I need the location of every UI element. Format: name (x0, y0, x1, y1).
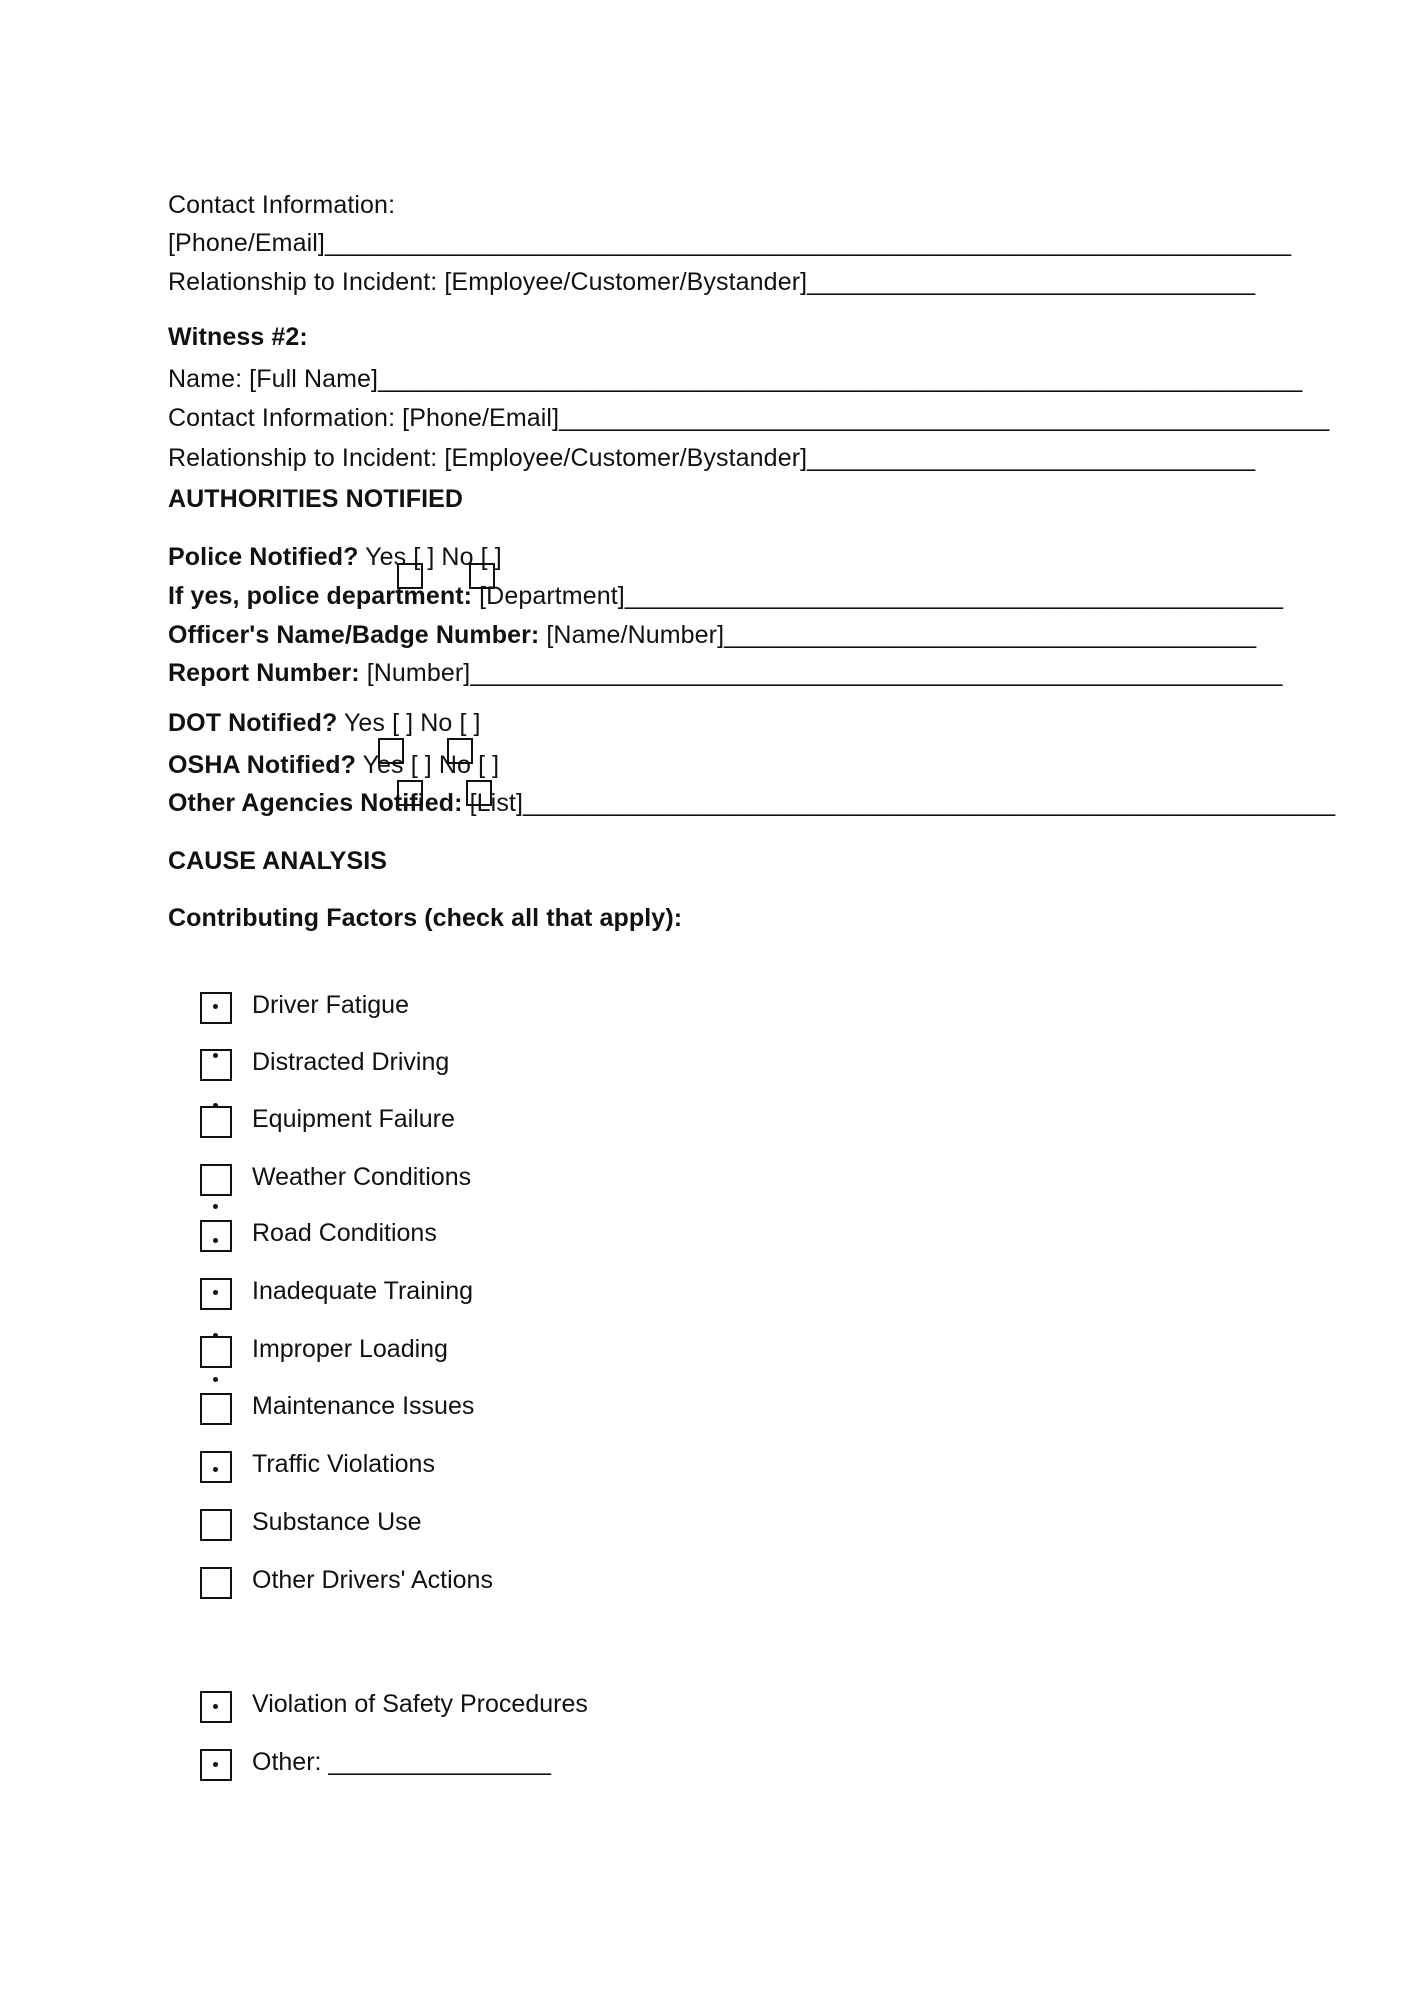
police-notified-options: Yes [ ] No [ ] (358, 543, 502, 571)
witness2-name-field[interactable]: [Full Name]__________________________________________________________________ (242, 365, 1303, 393)
factor-label-road-conditions: Road Conditions (252, 1219, 437, 1247)
witness1-contact-label: Contact Information: (168, 191, 396, 219)
witness2-name-row (168, 364, 1302, 394)
factor-label-weather-conditions: Weather Conditions (252, 1163, 472, 1191)
report-number-row (168, 658, 1283, 688)
authorities-heading: AUTHORITIES NOTIFIED (168, 485, 464, 513)
osha-notified-options: Yes [ ] No [ ] (355, 751, 500, 779)
witness2-contact-row (168, 403, 1329, 433)
witness2-contact-label: Contact Information: (168, 404, 396, 432)
factor-checkbox-improper-loading[interactable] (200, 1336, 232, 1368)
witness2-relationship-row (168, 443, 1255, 473)
factor-checkbox-maintenance-issues[interactable] (200, 1393, 232, 1425)
factor-label-improper-loading: Improper Loading (252, 1335, 448, 1363)
police-department-field[interactable]: [Department]_______________________________________________ (472, 582, 1284, 610)
factor-checkbox-equipment-failure[interactable] (200, 1106, 232, 1138)
police-department-row (168, 581, 1283, 611)
factor-label-substance-use: Substance Use (252, 1508, 422, 1536)
dot-notified-label: DOT Notified? (168, 709, 338, 737)
factor-label-other-drivers-actions: Other Drivers' Actions (252, 1566, 493, 1594)
police-notified-row (168, 542, 502, 572)
witness1-relationship-row (168, 267, 1255, 297)
contributing-factors-heading: Contributing Factors (check all that apply): (168, 904, 683, 932)
witness2-heading: Witness #2: (168, 323, 308, 351)
factor-checkbox-substance-use[interactable] (200, 1509, 232, 1541)
other-agencies-row (168, 788, 1335, 818)
officer-row (168, 620, 1256, 650)
witness1-relationship-field[interactable]: [Employee/Customer/Bystander]________________________________ (437, 268, 1256, 296)
factor-checkbox-other-drivers-actions[interactable] (200, 1567, 232, 1599)
dot-notified-options: Yes [ ] No [ ] (337, 709, 481, 737)
police-department-label: If yes, police department: (168, 582, 473, 610)
report-number-label: Report Number: (168, 659, 360, 687)
police-notified-label: Police Notified? (168, 543, 359, 571)
bullet-dot-icon (213, 1004, 218, 1009)
witness2-relationship-field[interactable]: [Employee/Customer/Bystander]________________________________ (437, 444, 1256, 472)
witness1-contact-field[interactable]: [Phone/Email]_____________________________________________________________________ (168, 229, 1292, 257)
bullet-dot-icon (213, 1467, 218, 1472)
officer-label: Officer's Name/Badge Number: (168, 621, 540, 649)
factor-label-inadequate-training: Inadequate Training (252, 1277, 474, 1305)
witness2-name-label: Name: (168, 365, 243, 393)
bullet-dot-icon (213, 1704, 218, 1709)
osha-notified-label: OSHA Notified? (168, 751, 356, 779)
witness2-relationship-label: Relationship to Incident: (168, 444, 438, 472)
factor-label-other: Other: ________________ (252, 1748, 551, 1776)
report-number-field[interactable]: [Number]__________________________________________________________ (359, 659, 1283, 687)
bullet-dot-icon (213, 1333, 218, 1338)
bullet-dot-icon (213, 1377, 218, 1382)
bullet-dot-icon (213, 1762, 218, 1767)
factor-label-driver-fatigue: Driver Fatigue (252, 991, 409, 1019)
witness2-contact-field[interactable]: [Phone/Email]_______________________________________________________ (395, 404, 1330, 432)
other-agencies-field[interactable]: [List]__________________________________________________________ (462, 789, 1336, 817)
bullet-dot-icon (213, 1103, 218, 1108)
factor-checkbox-road-conditions[interactable] (200, 1220, 232, 1252)
bullet-dot-icon (213, 1053, 218, 1058)
factor-label-distracted-driving: Distracted Driving (252, 1048, 450, 1076)
bullet-dot-icon (213, 1238, 218, 1243)
factor-label-violation-of-safety-procedures: Violation of Safety Procedures (252, 1690, 588, 1718)
bullet-dot-icon (213, 1204, 218, 1209)
cause-analysis-heading: CAUSE ANALYSIS (168, 847, 388, 875)
factor-checkbox-weather-conditions[interactable] (200, 1164, 232, 1196)
officer-field[interactable]: [Name/Number]______________________________________ (539, 621, 1257, 649)
other-agencies-label: Other Agencies Notified: (168, 789, 463, 817)
factor-label-maintenance-issues: Maintenance Issues (252, 1392, 475, 1420)
witness1-relationship-label: Relationship to Incident: (168, 268, 438, 296)
bullet-dot-icon (213, 1290, 218, 1295)
osha-notified-row (168, 750, 499, 780)
dot-notified-row (168, 708, 481, 738)
factor-label-traffic-violations: Traffic Violations (252, 1450, 435, 1478)
factor-label-equipment-failure: Equipment Failure (252, 1105, 455, 1133)
